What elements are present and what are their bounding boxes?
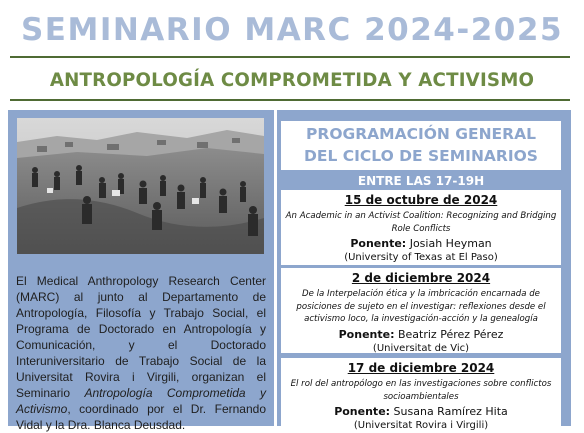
page-title: SEMINARIO MARC 2024-2025	[20, 12, 564, 48]
session-card	[281, 268, 561, 353]
seminar-name: Antropología Comprometida y Activismo	[16, 386, 266, 416]
session-date: 17 de diciembre 2024	[347, 361, 495, 375]
session-talk-title: An Academic in an Activist Coalition: Recognizing and Bridging Role Conflicts	[285, 211, 557, 234]
session-card	[281, 358, 561, 431]
session-talk-title: El rol del antropólogo en las investigaciones sobre conflictos socioambientales	[290, 379, 552, 402]
title-divider	[10, 56, 570, 58]
programme-heading	[281, 121, 561, 170]
session-speaker: Ponente: Susana Ramírez Hita	[334, 405, 508, 418]
intro-paragraph: El Medical Anthropology Research Center (MARC) al junto al Departamento de Antropología, Filosofía y Trabajo Social, el Programa de Doctorado en Antropología y Comunicación, y el Doctorado Interuniversitario de Trabajo Social de la Universitat Rovira i Virgili, organizan el Seminario Antropología Comprometida y Activismo, coordinado por el Dr. Fernando Vidal y la Dra. Blanca Deusdad.	[16, 274, 266, 432]
session-date: 2 de diciembre 2024	[351, 271, 491, 285]
page-subtitle: ANTROPOLOGÍA COMPROMETIDA Y ACTIVISMO	[49, 70, 535, 91]
session-speaker: Ponente: Josiah Heyman	[350, 237, 492, 250]
session-institution: (Universitat de Vic)	[372, 342, 470, 354]
session-institution: (University of Texas at El Paso)	[344, 252, 498, 263]
session-time: ENTRE LAS 17-19H	[357, 174, 485, 188]
session-institution: (Universitat Rovira i Virgili)	[353, 420, 489, 431]
session-card	[281, 190, 561, 265]
fieldwork-photo	[17, 118, 264, 254]
fieldwork-photo-image	[17, 118, 264, 254]
session-speaker: Ponente: Beatriz Pérez Pérez	[338, 327, 504, 341]
subtitle-divider	[10, 99, 570, 101]
programme-heading-line-1: PROGRAMACIÓN GENERAL	[306, 125, 536, 143]
programme-heading-line-2: DEL CICLO DE SEMINARIOS	[304, 147, 538, 165]
session-talk-title: De la Interpelación ética y la imbricación encarnada de posiciones de sujeto en el investigar: reflexiones desde el activismo loco, la investigación-acción y la genealogía	[296, 289, 546, 324]
session-date: 15 de octubre de 2024	[344, 193, 498, 207]
